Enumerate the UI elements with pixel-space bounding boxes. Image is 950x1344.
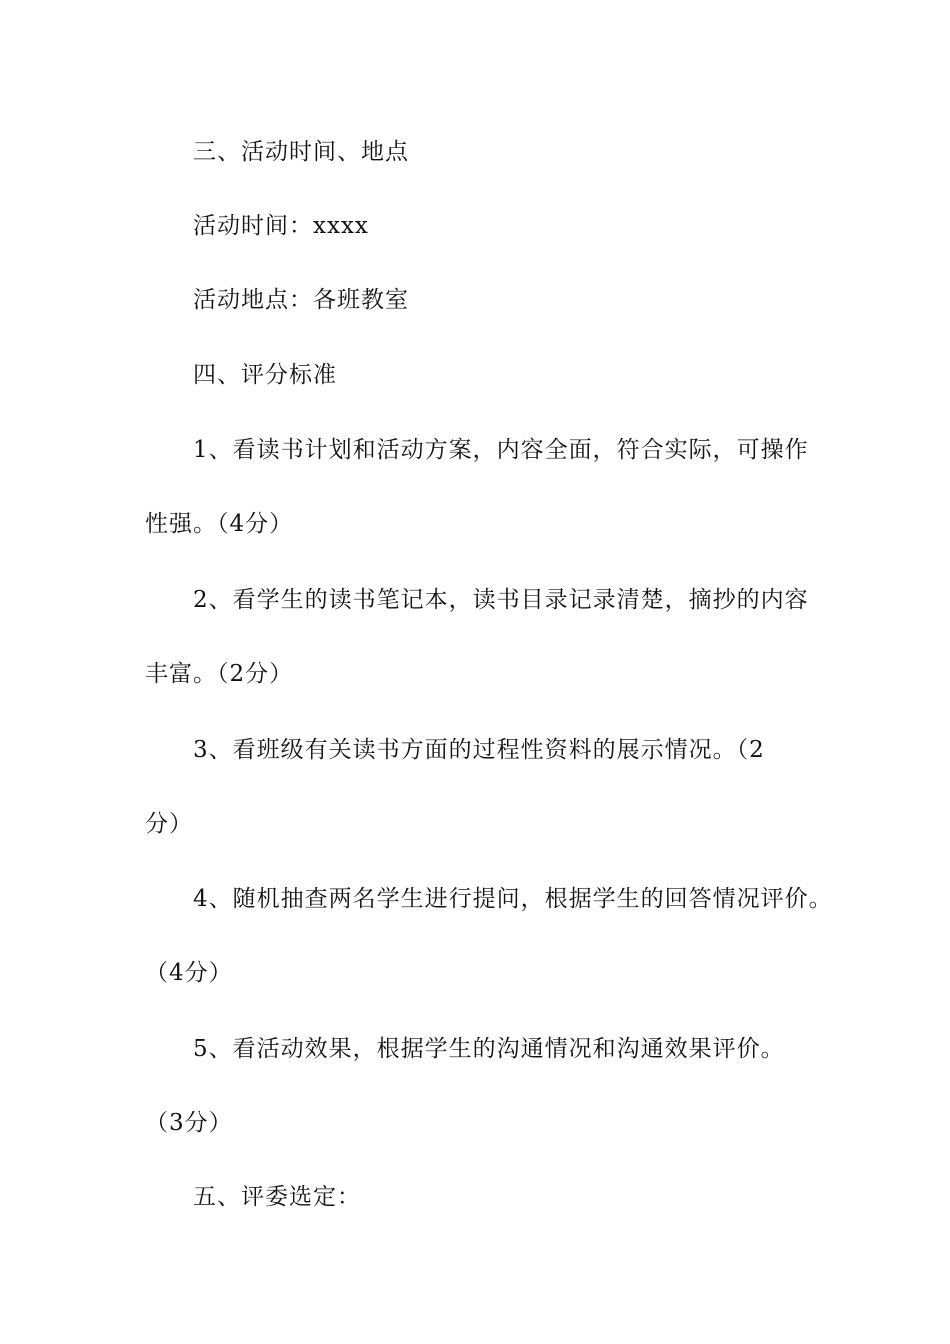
section-heading-judges: 五、评委选定： <box>193 1184 361 1210</box>
criterion-5-line-1: 5、看活动效果，根据学生的沟通情况和沟通效果评价。 <box>193 1036 785 1062</box>
criterion-4-line-1: 4、随机抽查两名学生进行提问，根据学生的回答情况评价。 <box>193 886 833 912</box>
activity-location-line: 活动地点：各班教室 <box>193 287 409 313</box>
criterion-2-line-1: 2、看学生的读书笔记本，读书目录记录清楚，摘抄的内容 <box>193 587 809 613</box>
criterion-1-line-2: 性强。（4分） <box>145 511 294 537</box>
criterion-3-line-1: 3、看班级有关读书方面的过程性资料的展示情况。（2 <box>193 737 765 763</box>
section-heading-scoring-criteria: 四、评分标准 <box>193 362 337 388</box>
activity-time-line: 活动时间：xxxx <box>193 213 369 239</box>
criterion-1-line-1: 1、看读书计划和活动方案，内容全面，符合实际，可操作 <box>193 437 809 463</box>
criterion-3-line-2: 分） <box>145 811 193 837</box>
section-heading-time-location: 三、活动时间、地点 <box>193 139 409 165</box>
criterion-5-line-2: （3分） <box>145 1110 233 1136</box>
criterion-4-line-2: （4分） <box>145 960 233 986</box>
criterion-2-line-2: 丰富。（2分） <box>145 661 294 687</box>
